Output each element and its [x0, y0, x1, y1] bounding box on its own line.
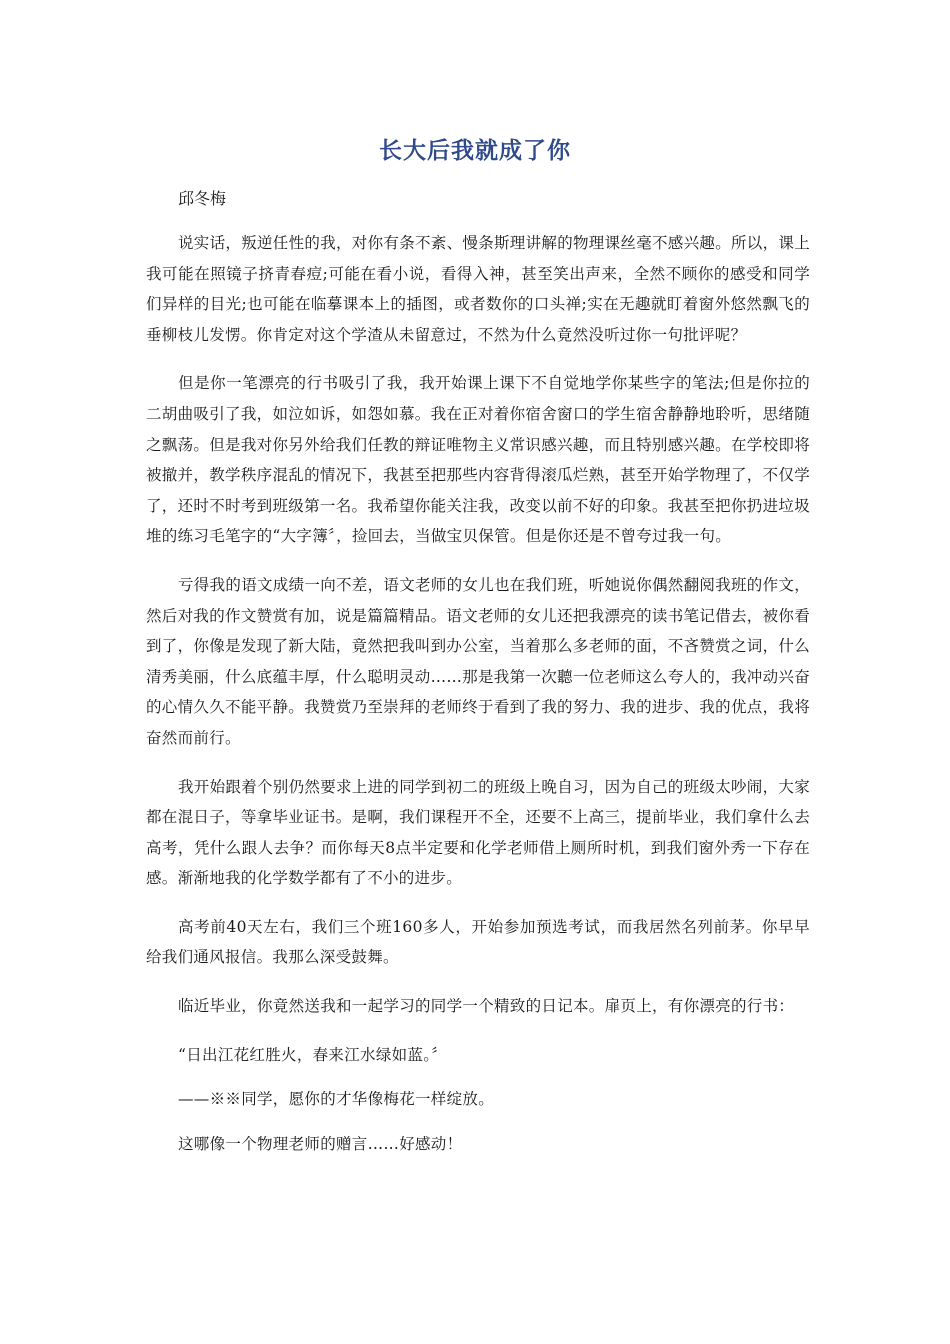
- closing-line: 这哪像一个物理老师的赠言……好感动！: [178, 1134, 463, 1153]
- poem-quote: “日出江花红胜火，春来江水绿如蓝。〞: [178, 1045, 448, 1064]
- paragraph-5: 高考前40天左右，我们三个班160多人，开始参加预选考试，而我居然名列前茅。你早早给我们通风报信。我那么深受鼓舞。: [146, 917, 810, 967]
- author-name: 邱冬梅: [178, 189, 227, 208]
- inscription-line: ——※※同学，愿你的才华像梅花一样绽放。: [178, 1090, 495, 1109]
- paragraph-4: 我开始跟着个别仍然要求上进的同学到初二的班级上晚自习，因为自己的班级太吵闹，大家都在混日子，等拿毕业证书。是啊，我们课程开不全，还要不上高三，提前毕业，我们拿什么去高考，凭什么跟人去争？而你每天8点半定要和化学老师借上厕所时机，到我们窗外秀一下存在感。渐渐地我的化学数学都有了不小的进步。: [146, 777, 811, 888]
- document-title: 长大后我就成了你: [379, 138, 571, 164]
- paragraph-3: 亏得我的语文成绩一向不差，语文老师的女儿也在我们班，听她说你偶然翻阅我班的作文，然后对我的作文赞赏有加，说是篇篇精品。语文老师的女儿还把我漂亮的读书笔记借去，被你看到了，你像是发现了新大陆，竟然把我叫到办公室，当着那么多老师的面，不吝赞赏之词，什么清秀美丽，什么底蕴丰厚，什么聪明灵动……那是我第一次聽一位老师这么夸人的，我冲动兴奋的心情久久不能平静。我赞赏乃至崇拜的老师终于看到了我的努力、我的进步、我的优点，我将奋然而前行。: [146, 575, 811, 747]
- paragraph-1: 说实话，叛逆任性的我，对你有条不紊、慢条斯理讲解的物理课丝毫不感兴趣。所以，课上我可能在照镜子挤青春痘;可能在看小说，看得入神，甚至笑出声来，全然不顾你的感受和同学们异样的目光;也可能在临摹课本上的插图，或者数你的口头禅;实在无趣就盯着窗外悠然飘飞的垂柳枝儿发愣。你肯定对这个学渣从未留意过，不然为什么竟然没听过你一句批评呢？: [146, 234, 811, 344]
- article-body: [146, 228, 810, 1173]
- paragraph-6: 临近毕业，你竟然送我和一起学习的同学一个精致的日记本。扉页上，有你漂亮的行书：: [178, 997, 795, 1016]
- paragraph-2: 但是你一笔漂亮的行书吸引了我，我开始课上课下不自觉地学你某些字的笔法;但是你拉的二胡曲吸引了我，如泣如诉，如怨如慕。我在正对着你宿舍窗口的学生宿舍静静地聆听，思绪随之飘荡。但是我对你另外给我们任教的辩证唯物主义常识感兴趣，而且特别感兴趣。在学校即将被撤并，教学秩序混乱的情况下，我甚至把那些内容背得滚瓜烂熟，甚至开始学物理了，不仅学了，还时不时考到班级第一名。我希望你能关注我，改变以前不好的印象。我甚至把你扔进垃圾堆的练习毛笔字的“大字簿〞，捡回去，当做宝贝保管。但是你还是不曾夸过我一句。: [146, 374, 810, 546]
